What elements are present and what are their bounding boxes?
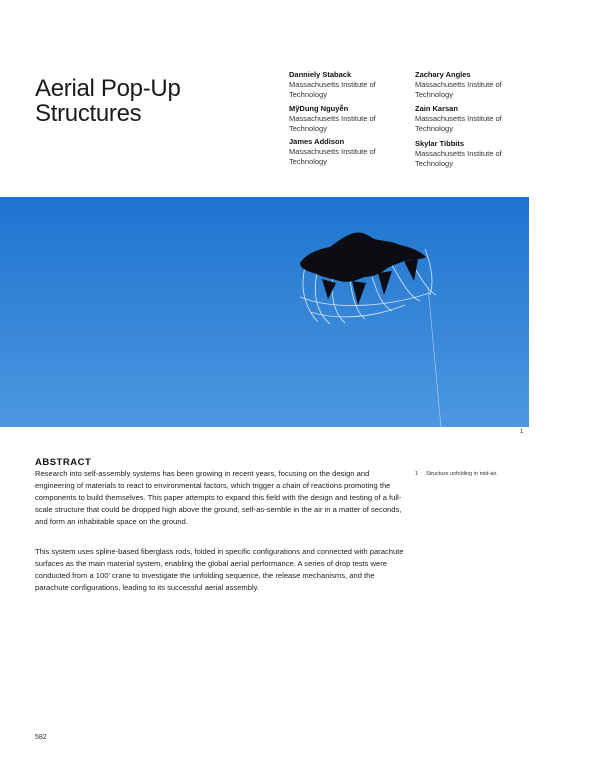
author-block (289, 104, 409, 134)
sky-background (0, 197, 529, 427)
abstract-heading: ABSTRACT (35, 457, 92, 468)
author-block (415, 139, 535, 169)
author-block (289, 70, 409, 100)
author-block (415, 70, 535, 100)
author-name: Skylar Tibbits (415, 139, 465, 148)
author-affiliation: Massachusetts Institute of Technology (415, 114, 502, 133)
author-block (415, 104, 535, 134)
author-name: James Addison (289, 137, 345, 146)
page-number: 582 (35, 734, 47, 741)
abstract-paragraph: This system uses spline-based fiberglass rods, folded in specific configurations and connected with parachute surfaces as the main material system, enabling the global aerial performance. A series of drop tests were conducted from a 100' crane to investigate the unfolding sequence, the release mechanisms, and the parachute configurations, leading to its successful aerial assembly. (35, 547, 404, 592)
figure-number: 1 (520, 429, 524, 435)
author-name: Zain Karsan (415, 104, 458, 113)
author-affiliation: Massachusetts Institute of Technology (415, 80, 502, 99)
author-name: Danniely Staback (289, 70, 352, 79)
caption-text: Structure unfolding in mid-air. (426, 471, 498, 477)
caption-number: 1 (415, 471, 419, 477)
figure-caption (415, 471, 535, 477)
figure-photo (0, 197, 529, 427)
abstract-paragraph: Research into self-assembly systems has been growing in recent years, focusing on the design and engineering of materials to react to environmental factors, which trigger a chain of reactions promoting the components to build themselves. This paper attempts to expand this field with the design and testing of a full-scale structure that could be dropped high above the ground, self-as-semble in the air in a matter of seconds, and form an inhabitable space on the ground. (35, 469, 402, 526)
author-affiliation: Massachusetts Institute of Technology (415, 149, 502, 168)
author-name: MỹDung Nguyễn (289, 104, 349, 113)
author-block (289, 137, 409, 167)
author-name: Zachary Angles (415, 70, 471, 79)
author-affiliation: Massachusetts Institute of Technology (289, 147, 376, 166)
paper-title: Aerial Pop-Up Structures (35, 75, 181, 127)
author-affiliation: Massachusetts Institute of Technology (289, 114, 376, 133)
author-affiliation: Massachusetts Institute of Technology (289, 80, 376, 99)
